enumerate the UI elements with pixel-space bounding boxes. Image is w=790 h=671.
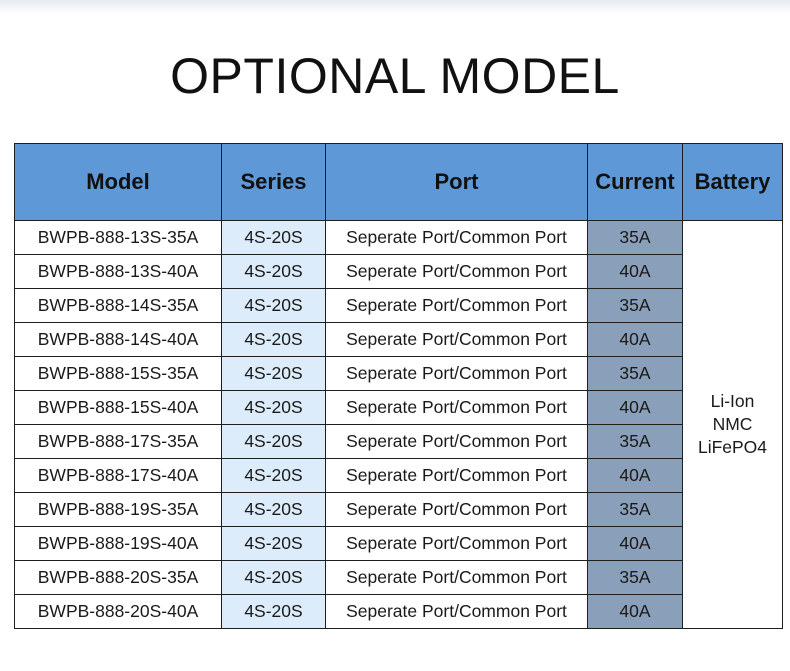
model-cell: BWPB-888-14S-35A [15, 289, 222, 323]
model-cell: BWPB-888-19S-35A [15, 493, 222, 527]
table-row [15, 289, 783, 323]
series-cell: 4S-20S [222, 255, 326, 289]
table-row [15, 221, 783, 255]
series-cell: 4S-20S [222, 493, 326, 527]
port-cell: Seperate Port/Common Port [326, 459, 588, 493]
port-cell: Seperate Port/Common Port [326, 357, 588, 391]
header-current: Current [588, 144, 683, 221]
current-cell: 40A [588, 459, 683, 493]
port-cell: Seperate Port/Common Port [326, 561, 588, 595]
current-cell: 35A [588, 561, 683, 595]
port-cell: Seperate Port/Common Port [326, 527, 588, 561]
table-row [15, 357, 783, 391]
table-header-row [15, 144, 783, 221]
model-cell: BWPB-888-14S-40A [15, 323, 222, 357]
series-cell: 4S-20S [222, 289, 326, 323]
port-cell: Seperate Port/Common Port [326, 425, 588, 459]
battery-cell [683, 221, 783, 629]
current-cell: 35A [588, 493, 683, 527]
battery-type: NMC [712, 414, 753, 434]
table-row [15, 255, 783, 289]
current-cell: 40A [588, 527, 683, 561]
series-cell: 4S-20S [222, 527, 326, 561]
model-cell: BWPB-888-13S-40A [15, 255, 222, 289]
current-cell: 40A [588, 323, 683, 357]
table-body [15, 221, 783, 629]
port-cell: Seperate Port/Common Port [326, 595, 588, 629]
header-series: Series [222, 144, 326, 221]
battery-type: LiFePO4 [697, 437, 768, 457]
series-cell: 4S-20S [222, 357, 326, 391]
table-row [15, 459, 783, 493]
table-row [15, 595, 783, 629]
port-cell: Seperate Port/Common Port [326, 255, 588, 289]
model-cell: BWPB-888-15S-35A [15, 357, 222, 391]
model-cell: BWPB-888-20S-35A [15, 561, 222, 595]
current-cell: 35A [588, 289, 683, 323]
port-cell: Seperate Port/Common Port [326, 289, 588, 323]
table-row [15, 391, 783, 425]
model-cell: BWPB-888-15S-40A [15, 391, 222, 425]
model-cell: BWPB-888-19S-40A [15, 527, 222, 561]
model-cell: BWPB-888-17S-40A [15, 459, 222, 493]
current-cell: 35A [588, 357, 683, 391]
port-cell: Seperate Port/Common Port [326, 493, 588, 527]
port-cell: Seperate Port/Common Port [326, 323, 588, 357]
series-cell: 4S-20S [222, 459, 326, 493]
series-cell: 4S-20S [222, 391, 326, 425]
model-cell: BWPB-888-20S-40A [15, 595, 222, 629]
series-cell: 4S-20S [222, 561, 326, 595]
model-cell: BWPB-888-13S-35A [15, 221, 222, 255]
table-row [15, 323, 783, 357]
port-cell: Seperate Port/Common Port [326, 221, 588, 255]
table-row [15, 493, 783, 527]
page-title: OPTIONAL MODEL [170, 48, 620, 104]
current-cell: 40A [588, 391, 683, 425]
header-port: Port [326, 144, 588, 221]
series-cell: 4S-20S [222, 221, 326, 255]
header-model: Model [15, 144, 222, 221]
series-cell: 4S-20S [222, 425, 326, 459]
table-row [15, 527, 783, 561]
series-cell: 4S-20S [222, 323, 326, 357]
current-cell: 40A [588, 255, 683, 289]
current-cell: 35A [588, 425, 683, 459]
top-shade [0, 0, 790, 14]
current-cell: 40A [588, 595, 683, 629]
port-cell: Seperate Port/Common Port [326, 391, 588, 425]
current-cell: 35A [588, 221, 683, 255]
model-cell: BWPB-888-17S-35A [15, 425, 222, 459]
battery-type: Li-Ion [710, 391, 755, 411]
series-cell: 4S-20S [222, 595, 326, 629]
table-row [15, 425, 783, 459]
model-spec-table [14, 143, 783, 629]
table-row [15, 561, 783, 595]
header-battery: Battery [683, 144, 783, 221]
